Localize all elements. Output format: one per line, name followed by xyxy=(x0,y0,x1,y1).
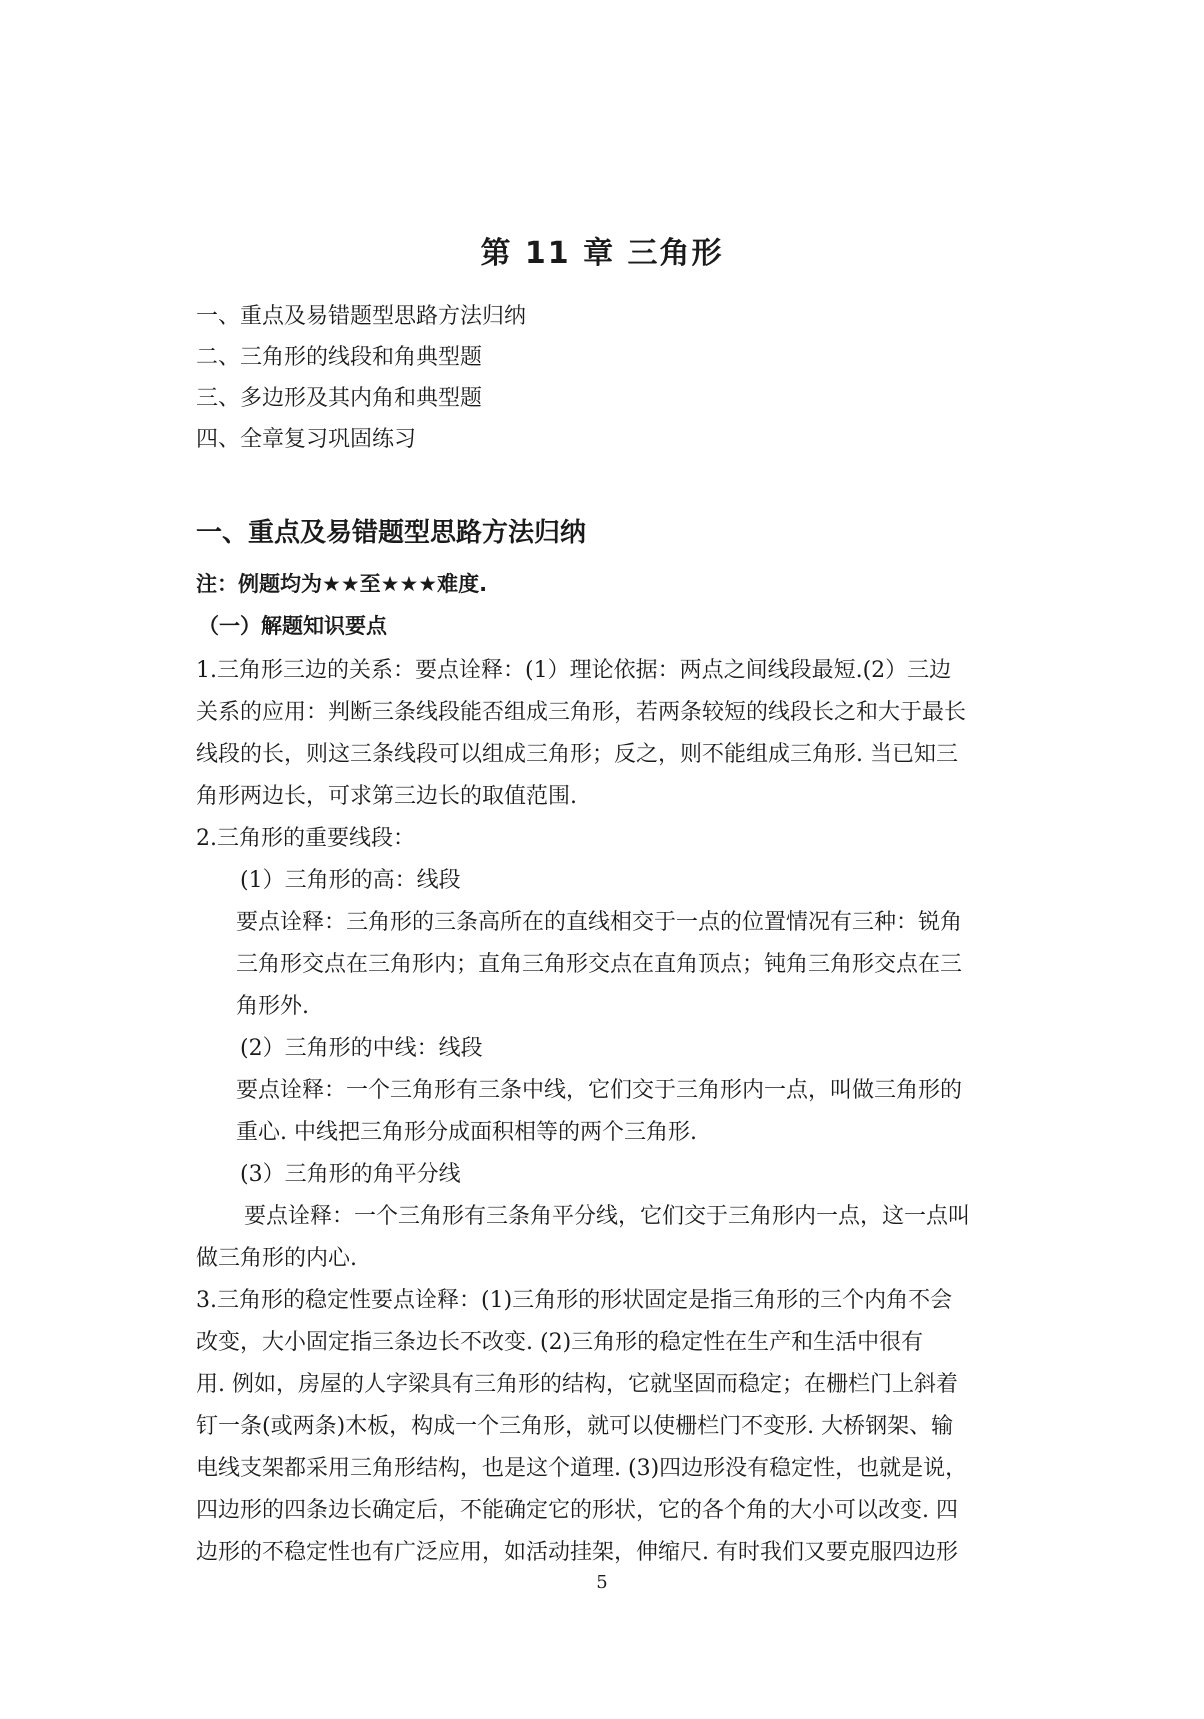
toc-item: 一、重点及易错题型思路方法归纳 xyxy=(196,304,527,329)
text-line: 四边形的四条边长确定后，不能确定它的形状，它的各个角的大小可以改变. 四 xyxy=(196,1498,958,1523)
text-line: 2.三角形的重要线段： xyxy=(196,826,415,851)
toc-item: 二、三角形的线段和角典型题 xyxy=(196,345,483,370)
text-line: 要点诠释：三角形的三条高所在的直线相交于一点的位置情况有三种：锐角 xyxy=(236,910,963,935)
text-line: 角形外. xyxy=(236,994,309,1019)
text-line: 钉一条(或两条)木板，构成一个三角形，就可以使栅栏门不变形. 大桥钢架、输 xyxy=(196,1414,954,1439)
text-line: 重心. 中线把三角形分成面积相等的两个三角形. xyxy=(236,1120,697,1145)
text-line: 边形的不稳定性也有广泛应用，如活动挂架，伸缩尺. 有时我们又要克服四边形 xyxy=(196,1540,958,1565)
text-line: 1.三角形三边的关系：要点诠释：(1）理论依据：两点之间线段最短.(2）三边 xyxy=(196,658,952,683)
text-line: (2）三角形的中线：线段 xyxy=(240,1036,483,1061)
text-line: 用. 例如，房屋的人字梁具有三角形的结构，它就坚固而稳定；在栅栏门上斜着 xyxy=(196,1372,958,1397)
toc-item: 四、全章复习巩固练习 xyxy=(196,427,417,452)
text-line: 要点诠释：一个三角形有三条角平分线，它们交于三角形内一点，这一点叫 xyxy=(244,1204,971,1229)
text-line: 角形两边长，可求第三边长的取值范围. xyxy=(196,784,577,809)
text-line: 要点诠释：一个三角形有三条中线，它们交于三角形内一点，叫做三角形的 xyxy=(236,1078,963,1103)
text-line: 三角形交点在三角形内；直角三角形交点在直角顶点；钝角三角形交点在三 xyxy=(236,952,963,977)
difficulty-note: 注：例题均为★★至★★★难度. xyxy=(196,572,488,596)
text-line: 改变，大小固定指三条边长不改变. (2)三角形的稳定性在生产和生活中很有 xyxy=(196,1330,924,1355)
subsection-title: （一）解题知识要点 xyxy=(198,614,387,638)
text-line: (1）三角形的高：线段 xyxy=(240,868,461,893)
text-line: 关系的应用：判断三条线段能否组成三角形，若两条较短的线段长之和大于最长 xyxy=(196,700,967,725)
text-line: (3）三角形的角平分线 xyxy=(240,1162,461,1187)
table-of-contents xyxy=(196,296,526,460)
chapter-title: 第 11 章 三角形 xyxy=(480,236,724,271)
body-text xyxy=(196,650,1034,1574)
text-line: 做三角形的内心. xyxy=(196,1246,357,1271)
text-line: 线段的长，则这三条线段可以组成三角形；反之，则不能组成三角形. 当已知三 xyxy=(196,742,958,767)
toc-item: 三、多边形及其内角和典型题 xyxy=(196,386,483,411)
page-number: 5 xyxy=(596,1572,608,1593)
text-line: 3.三角形的稳定性要点诠释：(1)三角形的形状固定是指三角形的三个内角不会 xyxy=(196,1288,953,1313)
text-line: 电线支架都采用三角形结构，也是这个道理. (3)四边形没有稳定性，也就是说， xyxy=(196,1456,968,1481)
section-title: 一、重点及易错题型思路方法归纳 xyxy=(196,518,587,548)
